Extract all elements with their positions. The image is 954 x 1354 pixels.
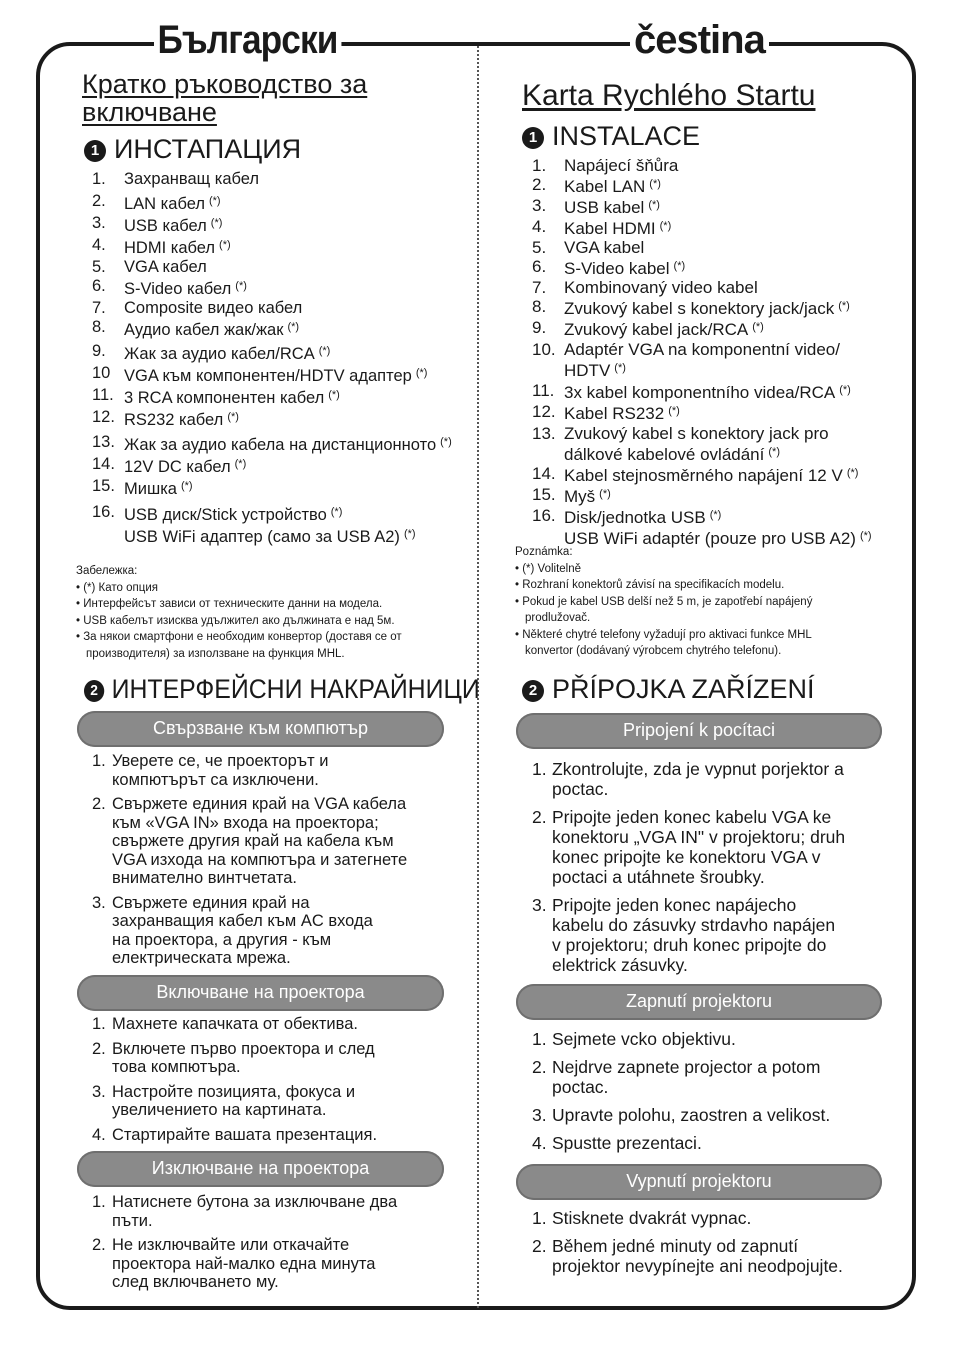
step-line: konec pripojte ke konektoru VGA v [552,847,821,867]
item-number: 15. [532,485,556,504]
connect-computer-steps [92,752,407,968]
item-number: 14. [92,455,115,473]
item-number: 1. [532,156,547,175]
item-text: S-Video kabel [564,259,670,278]
step-line: Pripojte jeden konec kabelu VGA ke [552,807,832,827]
step-line: Свържете единия край на [112,893,310,912]
step-line: Spustte prezentaci. [552,1133,702,1153]
optional-marker: (*) [599,488,611,500]
item-number: 6. [92,277,106,295]
list-item [92,192,452,214]
step-line: Стартирайте вашата презентация. [112,1125,378,1144]
notes-title: Забележка: [76,565,138,577]
installation-item-list [92,170,452,547]
step-line: kabelu do zásuvky strdavho napájen [552,915,836,935]
item-number: 5. [532,238,547,257]
step-number: 1. [532,759,547,779]
note-continuation: prodlužovač. [525,612,591,624]
list-item [92,342,452,364]
step-line: след включването му. [112,1273,279,1291]
step-number: 3. [532,895,547,915]
section-title: ИНТЕРФЕЙСНИ НАКРАЙНИЦИ [111,674,480,704]
note-continuation: производителя) за използване на функция MHL. [86,647,345,660]
step-line: projektor nevypínejte ani neodpojujte. [552,1256,843,1276]
note-line: • USB кабелът изисква удължител ако дължината е над 5м. [76,614,395,627]
item-text: Kabel RS232 [564,404,665,423]
power-off-header: Изключване на проектора [77,1151,444,1187]
list-item [532,196,872,217]
item-number: 15. [92,477,115,495]
step-item [92,894,407,968]
step-item [92,795,407,888]
optional-marker: (*) [614,362,626,374]
optional-marker: (*) [668,405,680,417]
item-number: 9. [92,342,106,360]
list-item [532,402,872,423]
step-item [532,1208,843,1228]
step-number: 3. [532,1105,547,1125]
step-item [92,1015,377,1034]
section-number-badge: 1 [522,127,544,149]
item-text: VGA кабел [124,258,207,276]
item-number: 11. [532,381,555,400]
item-number: 12. [92,408,115,426]
item-text: Kabel stejnosměrného napájení 12 V [564,466,843,485]
list-item [92,299,452,318]
item-text: Napájecí šňůra [564,156,679,175]
connect-computer-header: Свързване към компютър [77,711,444,747]
step-line: Натиснете бутона за изключване два [112,1193,398,1211]
item-text: Composite видео кабел [124,299,303,317]
note-line: • Pokud je kabel USB delší než 5 m, je zapotřebí napájený [515,595,813,608]
optional-marker: (*) [330,506,343,518]
list-item [532,278,872,297]
optional-marker: (*) [709,509,722,521]
list-item [92,318,452,340]
step-line: Během jedné minuty od zapnutí [552,1236,799,1256]
connect-computer-steps [532,759,845,975]
list-item [92,386,452,408]
item-number: 12. [532,402,556,421]
list-item [532,175,872,196]
step-line: пъти. [112,1211,153,1230]
item-text: USB WiFi адаптер (само за USB A2) [124,528,400,546]
item-number: 3. [532,196,547,215]
item-text: HDMI кабел [124,239,216,257]
step-line: Уверете се, че проекторът и [112,752,329,770]
step-item [532,1105,830,1125]
guide-title-line: Кратко ръководство за [82,69,368,99]
step-line: компютърът са изключени. [112,770,319,789]
item-text: 3 RCA компонентен кабел [124,389,325,407]
list-item [92,503,452,547]
step-line: Настройте позицията, фокуса и [112,1082,356,1101]
section-installation-heading [522,121,700,151]
power-off-steps [92,1193,397,1292]
step-line: Stisknete dvakrát vypnac. [552,1208,752,1228]
list-item [92,433,452,455]
step-line: Pripojte jeden konec napájecho [552,895,797,915]
step-line: Включете първо проектора и след [112,1039,375,1058]
item-text: Zvukový kabel s konektory jack pro [564,424,829,443]
installation-item-list [532,156,872,548]
optional-marker: (*) [440,436,452,448]
step-line: konektoru „VGA IN" v projektoru; druh [552,827,846,847]
section-number-badge: 2 [522,680,544,702]
step-number: 1. [532,1208,547,1228]
item-text: Kombinovaný video kabel [564,278,758,297]
section-interfaces-heading [84,674,480,704]
item-text: S-Video кабел [124,280,232,298]
section-title: INSTALACE [552,121,701,151]
step-number: 3. [92,1082,106,1101]
step-line: към «VGA IN» входа на проектора; [112,813,379,832]
step-line: на проектора, а другия - към [112,930,332,949]
item-text: HDTV [564,361,611,380]
step-number: 2. [532,1236,547,1256]
step-number: 4. [532,1133,547,1153]
step-line: Zkontrolujte, zda je vypnut porjektor a [552,759,844,779]
list-item [532,297,872,318]
step-number: 2. [92,795,106,813]
step-item [92,1083,377,1120]
list-item [532,424,872,464]
item-continuation [124,525,452,547]
optional-marker: (*) [752,321,764,333]
step-line: Nejdrve zapnete projector a potom [552,1057,821,1077]
list-item [532,217,872,238]
power-off-steps [532,1208,843,1276]
step-line: Не изключвайте или откачайте [112,1236,350,1254]
item-number: 7. [532,278,547,297]
step-item [532,1029,830,1049]
step-line: poctac. [552,1077,609,1097]
item-number: 13. [92,433,115,451]
optional-marker: (*) [659,220,672,232]
step-item [532,895,845,975]
item-text: Мишка [124,480,177,498]
list-item [92,236,452,258]
step-item [92,1126,377,1145]
step-number: 1. [92,1015,106,1033]
item-number: 4. [532,217,547,236]
optional-marker: (*) [859,530,872,542]
guide-title [82,70,367,126]
step-number: 1. [92,1193,106,1211]
list-item [92,477,452,499]
note-line: • (*) Като опция [76,581,158,594]
item-text: Disk/jednotka USB [564,508,706,527]
step-line: Upravte polohu, zaostren a velikost. [552,1105,831,1125]
list-item [92,277,452,299]
step-line: внимателно винтчетата. [112,869,297,887]
guide-title: Karta Rychlého Startu [522,79,816,112]
item-number: 6. [532,257,547,276]
step-line: свържете другия край на кабела към [112,832,394,850]
section-number-badge: 2 [84,680,104,702]
language-heading-czech: čestina [630,16,769,64]
note-continuation: konvertor (dodávaný výrobcem chytrého telefonu). [525,645,782,657]
notes-block [515,544,812,660]
step-line: poctaci a utáhnete šroubky. [552,867,765,887]
item-continuation [564,443,872,464]
list-item [92,364,452,386]
step-item [532,1133,830,1153]
optional-marker: (*) [180,480,193,492]
note-line: • Интерфейсът зависи от техническите данни на модела. [76,598,383,610]
optional-marker: (*) [208,195,221,207]
note-line: • Některé chytré telefony vyžadují pro aktivaci funkce MHL [515,628,812,641]
connect-computer-header: Pripojení k pocítaci [516,713,882,749]
step-item [532,759,845,799]
item-number: 5. [92,258,106,276]
optional-marker: (*) [839,384,851,396]
step-line: elektrick zásuvky. [552,955,688,975]
item-number: 8. [92,318,106,336]
power-on-steps [532,1029,830,1153]
list-item [532,464,872,485]
step-item [92,1040,377,1077]
step-number: 2. [92,1236,106,1254]
item-number: 11. [92,386,114,404]
item-number: 7. [92,299,106,317]
item-continuation [564,359,872,380]
step-line: захранващия кабел към AC входа [112,912,373,930]
step-line: Махнете капачката от обектива. [112,1015,358,1033]
list-item [532,506,872,548]
optional-marker: (*) [287,321,300,333]
item-number: 9. [532,318,547,337]
guide-title-line: включване [82,97,217,127]
list-item [532,257,872,278]
optional-marker: (*) [768,446,780,458]
step-line: електрическата мрежа. [112,949,291,967]
item-text: 3x kabel komponentního videa/RCA [564,383,836,402]
item-text: Kabel LAN [564,177,646,196]
optional-marker: (*) [648,199,660,211]
list-item [92,258,452,277]
step-line: Sejmete vcko objektivu. [552,1029,736,1049]
optional-marker: (*) [219,239,231,251]
section-number-badge: 1 [84,140,106,162]
section-installation-heading [84,134,301,164]
step-number: 2. [92,1039,106,1058]
item-text: Adaptér VGA na komponentní video/ [564,340,840,359]
optional-marker: (*) [210,217,223,229]
list-item [532,238,872,257]
list-item [92,408,452,430]
item-text: Zvukový kabel s konektory jack/jack [564,299,835,318]
step-line: Свържете единия край на VGA кабела [112,795,407,813]
optional-marker: (*) [415,367,428,379]
item-text: 12V DC кабел [124,458,231,476]
step-line: v projektoru; druh konec pripojte do [552,935,827,955]
item-text: Жак за аудио кабела на дистанционното [124,436,437,454]
optional-marker: (*) [838,300,850,312]
step-item [92,1193,397,1230]
list-item [92,214,452,236]
item-text: USB диск/Stick устройство [124,506,327,524]
section-title: ИНСТАПАЦИЯ [114,134,302,164]
item-number: 3. [92,214,106,232]
section-interfaces-heading [522,674,815,704]
step-line: VGA изхода на компютъра и затегнете [112,850,408,869]
item-number: 2. [532,175,547,194]
list-item [92,455,452,477]
notes-title: Poznámka: [515,546,573,558]
item-text: RS232 кабел [124,411,224,429]
optional-marker: (*) [318,345,331,357]
item-number: 16. [532,506,556,525]
section-title: PŘÍPOJKA ZAŘÍZENÍ [552,674,815,704]
step-number: 3. [92,893,106,912]
item-text: Жак за аудио кабел/RCA [124,345,315,363]
power-off-header: Vypnutí projektoru [516,1164,882,1200]
note-line: • (*) Volitelně [515,562,582,575]
step-line: увеличението на картината. [112,1101,327,1119]
optional-marker: (*) [234,458,247,470]
optional-marker: (*) [673,260,686,272]
optional-marker: (*) [235,280,247,292]
optional-marker: (*) [846,467,859,479]
list-item [532,340,872,380]
language-heading-bulgarian: Български [154,16,341,64]
list-item [532,485,872,506]
list-item [532,318,872,339]
step-number: 2. [532,1057,547,1077]
note-line: • За някои смартфони е необходим конвертор (доставя се от [76,631,402,643]
step-number: 4. [92,1125,106,1144]
item-text: Kabel HDMI [564,219,656,238]
optional-marker: (*) [403,528,416,540]
note-line: • Rozhraní konektorů závisí na specifikacích modelu. [515,579,785,591]
step-item [532,1057,830,1097]
optional-marker: (*) [227,411,239,423]
item-text: Аудио кабел жак/жак [124,321,284,339]
optional-marker: (*) [649,178,661,190]
item-number: 4. [92,236,106,254]
step-item [92,1236,397,1292]
step-number: 1. [92,752,106,770]
step-item [532,807,845,887]
item-text: Zvukový kabel jack/RCA [564,320,749,339]
item-text: Myš [564,487,596,506]
notes-block [76,563,402,662]
item-text: USB kabel [564,198,645,217]
list-item [532,156,872,175]
item-text: dálkové kabelové ovládání [564,445,765,464]
item-text: USB WiFi adaptér (pouze pro USB A2) [564,529,856,548]
item-text: VGA kabel [564,238,645,257]
list-item [532,381,872,402]
item-number: 10. [532,340,556,359]
step-item [532,1236,843,1276]
power-on-header: Zapnutí projektoru [516,984,882,1020]
item-text: USB кабел [124,217,207,235]
item-text: VGA към компонентен/HDTV адаптер [124,367,412,385]
step-item [92,752,407,789]
item-text: Захранващ кабел [124,170,260,188]
power-on-steps [92,1015,377,1144]
item-number: 2. [92,192,106,210]
item-number: 1. [92,170,106,188]
item-number: 14. [532,464,556,483]
list-item [92,170,452,189]
item-number: 13. [532,424,556,443]
item-text: LAN кабел [124,195,205,213]
step-line: poctac. [552,779,609,799]
step-number: 1. [532,1029,547,1049]
step-line: това компютъра. [112,1058,241,1076]
step-number: 2. [532,807,547,827]
item-number: 16. [92,503,115,521]
step-line: проектора най-малко една минута [112,1254,376,1273]
optional-marker: (*) [328,389,340,401]
item-number: 10 [92,364,111,382]
item-number: 8. [532,297,547,316]
power-on-header: Включване на проектора [77,975,444,1011]
